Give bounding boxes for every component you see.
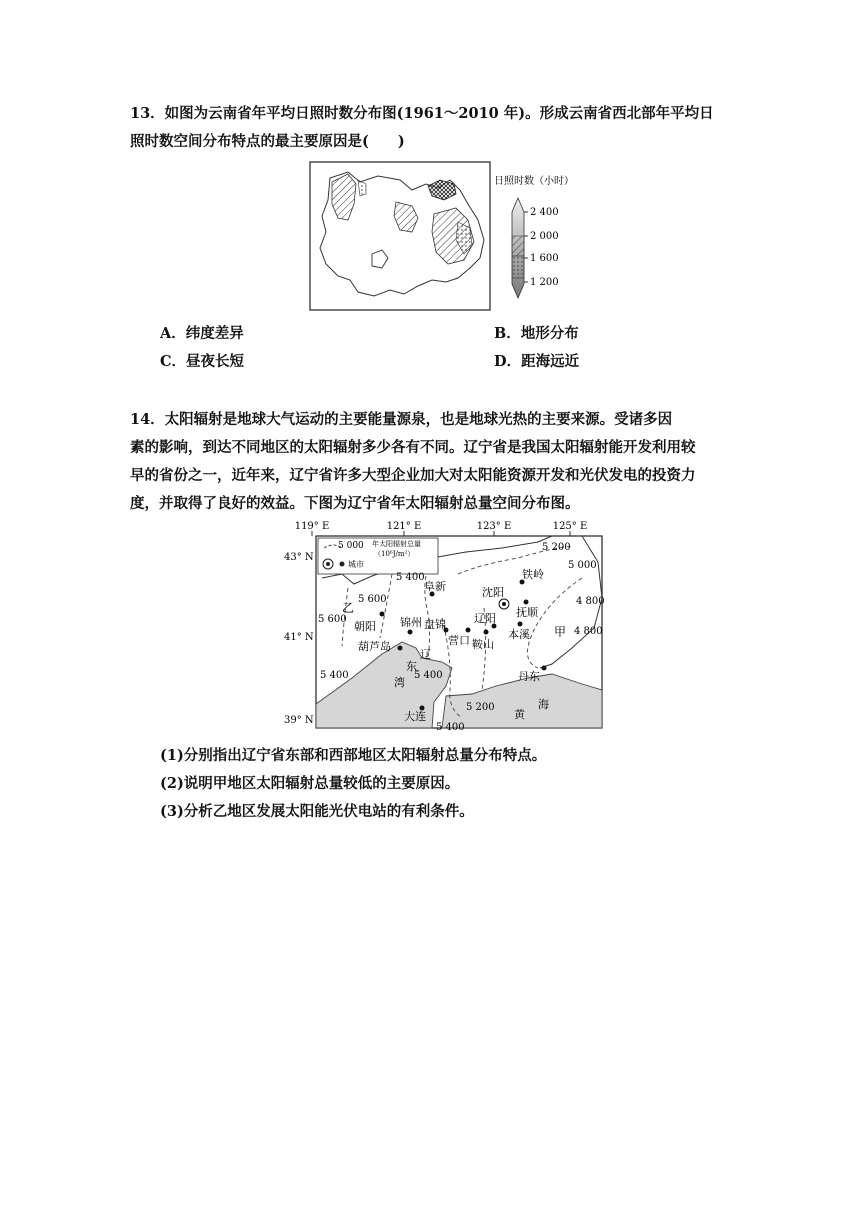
city-label: 盘锦 bbox=[424, 618, 446, 631]
option-d[interactable]: D．距海远近 bbox=[494, 353, 580, 370]
sea-label: 黄 bbox=[514, 708, 525, 721]
isoline-label: 4 800 bbox=[574, 626, 603, 637]
isoline-label: 5 400 bbox=[414, 670, 443, 681]
lat-label: 39° N bbox=[284, 715, 314, 726]
legend-value: 1 200 bbox=[530, 277, 559, 288]
city-label: 丹东 bbox=[518, 670, 540, 683]
city-label: 葫芦岛 bbox=[358, 640, 391, 653]
region-yi: 乙 bbox=[342, 601, 355, 615]
isoline-label: 4 800 bbox=[576, 596, 605, 607]
legend-isoline-desc: 年太阳辐射总量 bbox=[372, 540, 421, 548]
city-label: 朝阳 bbox=[354, 620, 376, 633]
legend-value: 1 600 bbox=[530, 253, 559, 264]
region-jia: 甲 bbox=[554, 625, 567, 639]
city-label: 阜新 bbox=[424, 580, 446, 593]
option-c[interactable]: C．昼夜长短 bbox=[160, 353, 245, 370]
sea-label: 海 bbox=[538, 698, 549, 711]
lat-label: 43° N bbox=[284, 552, 314, 563]
isoline-label: 5 400 bbox=[320, 670, 349, 681]
subquestion-3: (3)分析乙地区发展太阳能光伏电站的有利条件。 bbox=[160, 803, 474, 820]
isoline-label: 5 200 bbox=[542, 542, 571, 553]
subquestion-2: (2)说明甲地区太阳辐射总量较低的主要原因。 bbox=[160, 775, 460, 792]
q13-stem-line2: 照时数空间分布特点的最主要原因是( ) bbox=[130, 133, 405, 150]
city-label: 本溪 bbox=[508, 628, 530, 641]
option-b[interactable]: B．地形分布 bbox=[494, 325, 579, 342]
q13-stem-line1: 13．如图为云南省年平均日照时数分布图(1961～2010 年)。形成云南省西北部年平均日 bbox=[130, 105, 714, 122]
isoline-label: 5 000 bbox=[568, 560, 597, 571]
isoline-label: 5 400 bbox=[436, 722, 465, 730]
city-label: 鞍山 bbox=[472, 638, 494, 651]
lon-label: 123° E bbox=[476, 521, 512, 532]
q14-stem-line3: 早的省份之一，近年来，辽宁省许多大型企业加大对太阳能资源开发和光伏发电的投资力 bbox=[130, 467, 696, 484]
legend-value: 2 400 bbox=[530, 207, 559, 218]
lon-label: 119° E bbox=[294, 521, 330, 532]
city-label: 铁岭 bbox=[522, 568, 544, 581]
isoline-label: 5 600 bbox=[318, 614, 347, 625]
sea-label: 东 bbox=[406, 660, 417, 673]
q14-stem-line2: 素的影响，到达不同地区的太阳辐射多少各有不同。辽宁省是我国太阳辐射能开发利用较 bbox=[130, 439, 696, 456]
yunnan-sunshine-map bbox=[308, 160, 590, 312]
lon-label: 125° E bbox=[552, 521, 588, 532]
legend-isoline: 5 000 bbox=[338, 541, 364, 551]
city-label: 营口 bbox=[448, 634, 470, 647]
sea-label: 湾 bbox=[394, 676, 405, 689]
q14-stem-line1: 14．太阳辐射是地球大气运动的主要能量源泉，也是地球光热的主要来源。受诸多因 bbox=[130, 411, 673, 428]
isoline-label: 5 200 bbox=[466, 702, 495, 713]
sea-label: 辽 bbox=[420, 648, 431, 661]
option-a[interactable]: A．纬度差异 bbox=[160, 325, 244, 342]
legend-unit: （10⁶J/m²） bbox=[374, 550, 415, 558]
legend-value: 2 000 bbox=[530, 231, 559, 242]
isoline-label: 5 600 bbox=[358, 594, 387, 605]
city-label: 锦州 bbox=[400, 616, 422, 629]
lon-label: 121° E bbox=[386, 521, 422, 532]
q14-stem-line4: 度，并取得了良好的效益。下图为辽宁省年太阳辐射总量空间分布图。 bbox=[130, 495, 580, 512]
subquestion-1: (1)分别指出辽宁省东部和西部地区太阳辐射总量分布特点。 bbox=[160, 747, 547, 764]
liaoning-radiation-map bbox=[282, 518, 608, 730]
legend-title: 日照时数（小时） bbox=[494, 176, 574, 187]
isoline-label: 5 400 bbox=[396, 572, 425, 583]
legend-city: 城市 bbox=[348, 560, 364, 569]
city-label: 沈阳 bbox=[482, 586, 504, 599]
lat-label: 41° N bbox=[284, 632, 314, 643]
city-label: 抚顺 bbox=[516, 606, 538, 619]
city-label: 大连 bbox=[404, 710, 426, 723]
city-label: 辽阳 bbox=[474, 612, 496, 625]
